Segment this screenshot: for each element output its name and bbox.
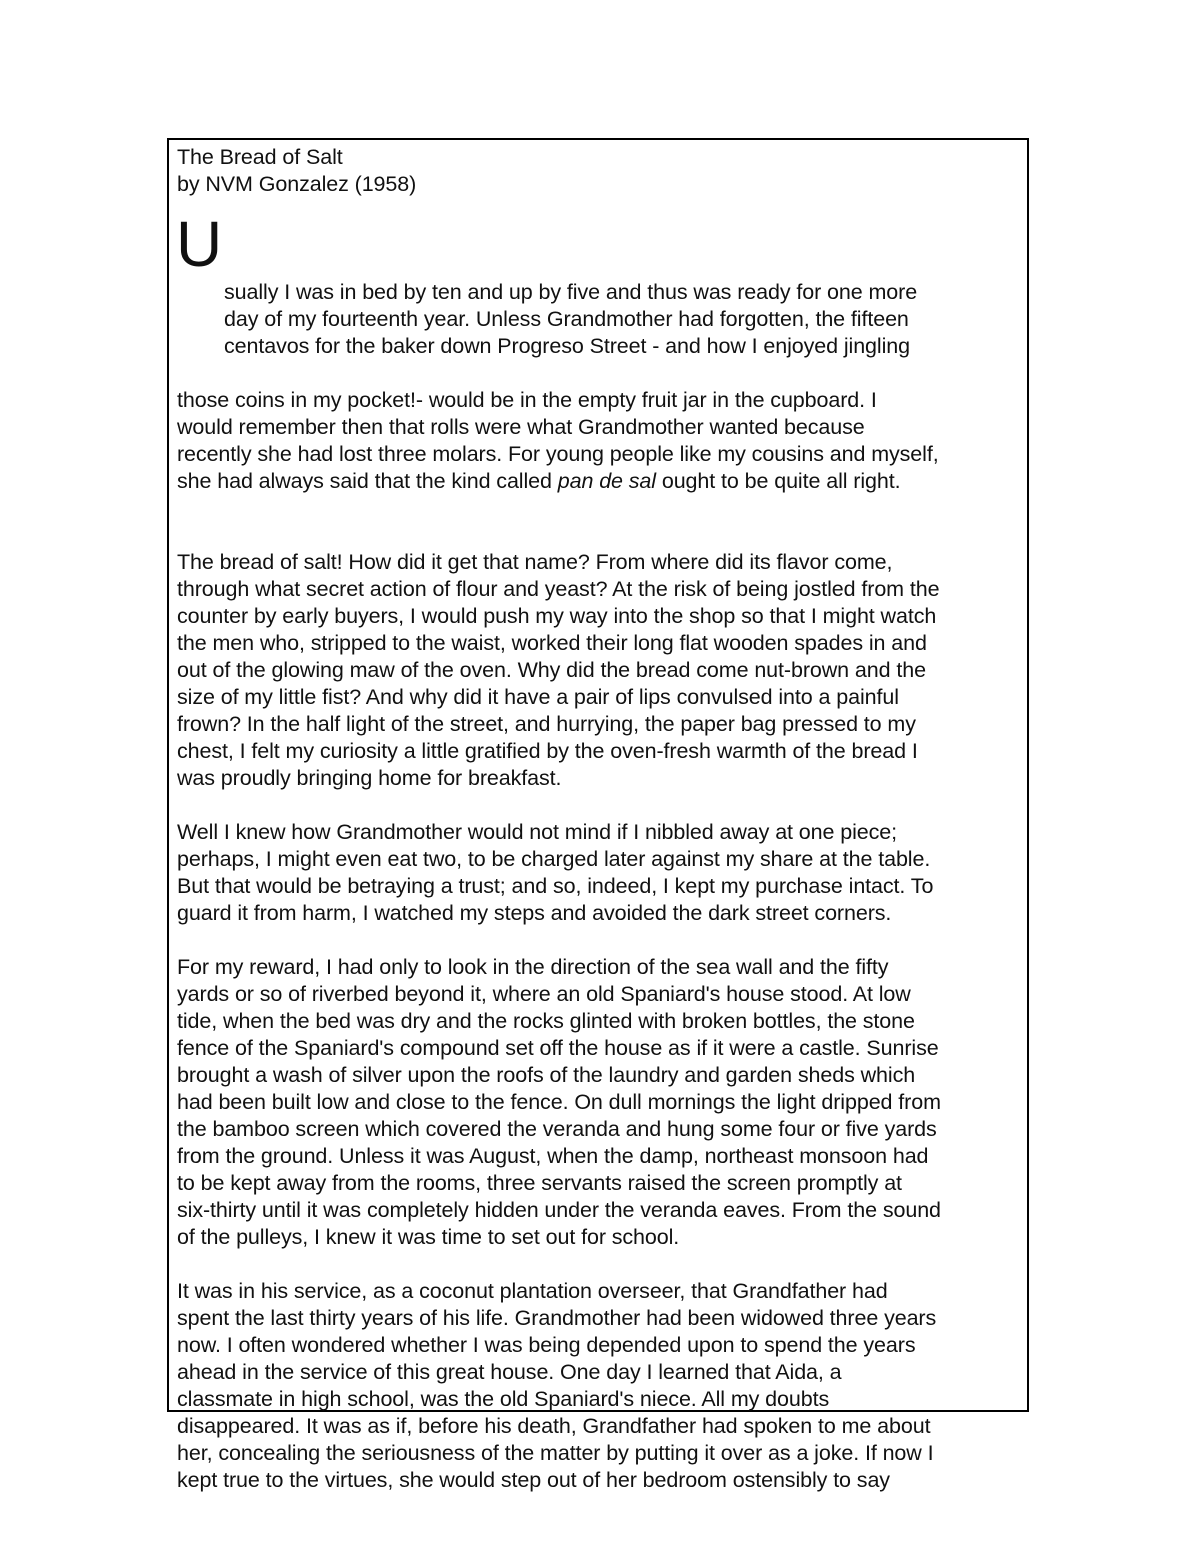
paragraph-1-rest — [177, 387, 1019, 495]
paragraph-3: Well I knew how Grandmother would not mind if I nibbled away at one piece; perhaps, I might even eat two, to be charged later against my share at the table. But that would be betraying a trust; and so, indeed, I kept my purchase intact. To guard it from harm, I watched my steps and avoided the dark street corners. — [177, 820, 934, 925]
drop-cap: U — [176, 208, 223, 280]
document-byline: by NVM Gonzalez (1958) — [177, 172, 417, 196]
page-frame — [167, 138, 1029, 1492]
paragraph-1 — [176, 208, 1019, 522]
paragraph-1-text-a: those coins in my pocket!- would be in the empty fruit jar in the cupboard. I would remember then that rolls were what Grandmother wanted because recently she had lost three molars. For young people like my cousins and myself, she had always said that the kind called — [177, 388, 939, 493]
document-body — [177, 144, 1019, 1494]
paragraph-5: It was in his service, as a coconut plantation overseer, that Grandfather had spent the last thirty years of his life. Grandmother had been widowed three years now. I often wondered whether I was being depended upon to spend the years ahead in the service of this great house. One day I learned that Aida, a classmate in high school, was the old Spaniard's niece. All my doubts disappeared. It was as if, before his death, Grandfather had spoken to me about her, concealing the seriousness of the matter by putting it over as a joke. If now I kept true to the virtues, she would step out of her bedroom ostensibly to say — [177, 1279, 937, 1492]
paragraph-2: The bread of salt! How did it get that name? From where did its flavor come, through what secret action of flour and yeast? At the risk of being jostled from the counter by early buyers, I would push my way into the shop so that I might watch the men who, stripped to the waist, worked their long flat wooden spades in and out of the glowing maw of the oven. Why did the bread come nut-brown and the size of my little fist? And why did it have a pair of lips convulsed into a painful frown? In the half light of the street, and hurrying, the paper bag pressed to my chest, I felt my curiosity a little gratified by the oven-fresh warmth of the bread I was proudly bringing home for breakfast. — [177, 550, 940, 790]
italic-term: pan de sal — [557, 469, 656, 493]
paragraph-1-indented-lines: sually I was in bed by ten and up by five and thus was ready for one more day of my fourteenth year. Unless Grandmother had forgotten, the fifteen centavos for the baker down Progreso Street - and how I enjoyed jingling — [224, 280, 918, 358]
paragraph-1-text-b: ought to be quite all right. — [655, 469, 901, 493]
document-title: The Bread of Salt — [177, 145, 343, 169]
paragraph-4: For my reward, I had only to look in the direction of the sea wall and the fifty yards or so of riverbed beyond it, where an old Spaniard's house stood. At low tide, when the bed was dry and the rocks glinted with broken bottles, the stone fence of the Spaniard's compound set off the house as if it were a castle. Sunrise brought a wash of silver upon the roofs of the laundry and garden sheds which had been built low and close to the fence. On dull mornings the light dripped from the bamboo screen which covered the veranda and hung some four or five yards from the ground. Unless it was August, when the damp, northeast monsoon had to be kept away from the rooms, three servants raised the screen promptly at six-thirty until it was completely hidden under the veranda eaves. From the sound of the pulleys, I knew it was time to set out for school. — [177, 955, 941, 1249]
